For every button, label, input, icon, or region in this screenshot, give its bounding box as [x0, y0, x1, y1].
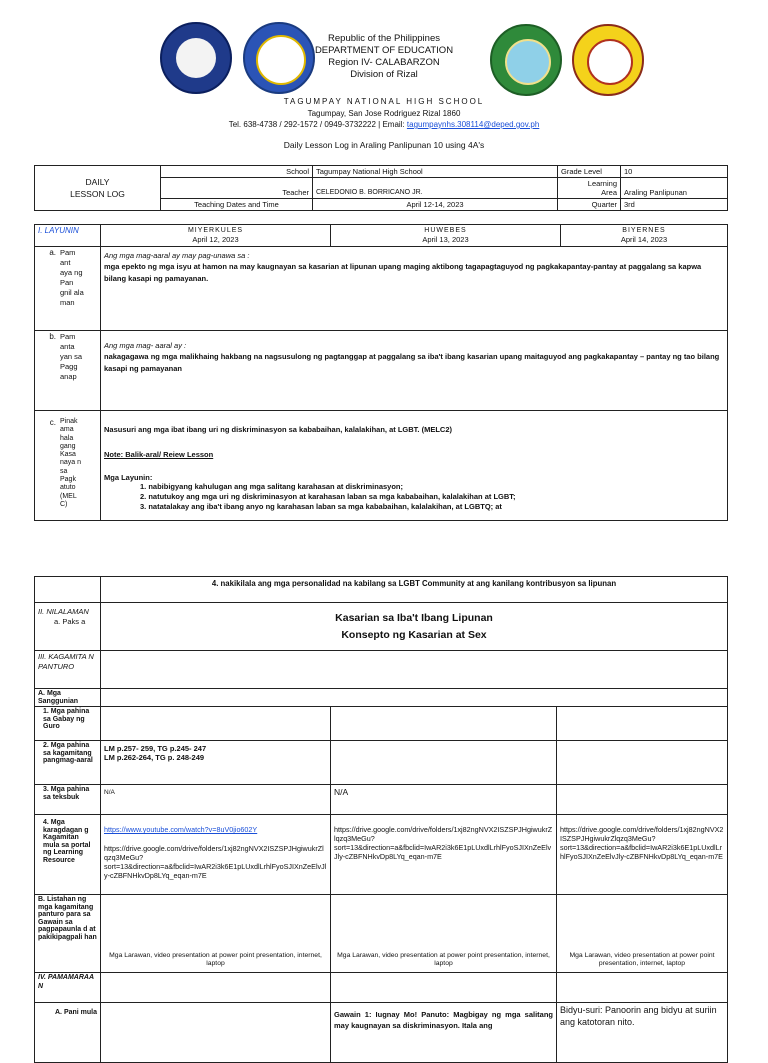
melc-content [101, 411, 728, 521]
panimula-day1 [101, 1003, 331, 1063]
materials-day3: Mga Larawan, video presentation at power point presentation, internet, laptop [557, 895, 728, 973]
listahan-label: B. Listahan ng mga kagamitang panturo para sa Gawain sa pagpapaunla d at pakikipagpali han [35, 895, 101, 973]
karagdagan-day2 [331, 815, 557, 895]
mga-layunin-heading: Mga Layunin: [104, 473, 153, 482]
materials-day1: Mga Larawan, video presentation at power point presentation, internet, laptop [101, 895, 331, 973]
pamantayang-pangnilalaman-content: Ang mga mag-aaral ay may pag-unawa sa : mga epekto ng mga isyu at hamon na may kaugnayan sa kasarian at lipunan upang maging aktibong tagapagtaguyod ng pagkakapantay-pantay at paggalang sa kapwa bilang kasapi ng pamayanan. [101, 247, 728, 331]
drive-link-day2[interactable]: https://drive.google.com/drive/folders/1xj82ngNVX2ISZSPJHgiwukrZlqzq3MeGu?sort=13&direction=a&fbclid=IwAR2i3k6E1pLUxdlLrhlFyoSJIXnZeElvJly-cZBFNHkvDp8LYq_eqan-m7E [334, 825, 553, 861]
kagamitang-pangmag-aaral-day2 [331, 741, 557, 785]
kagamitang-pangmag-aaral-label: 2. Mga pahina sa kagamitang pangmag-aaral [35, 741, 101, 785]
pamamaraan-label: IV. PAMAMARAA N [35, 973, 101, 1003]
pamantayang-pangnilalaman-label: a. Pam ant aya ng Pan gnil ala man [35, 247, 101, 331]
panimula-day2: Gawain 1: Iugnay Mo! Panuto: Magbigay ng mga salitang may kaugnayan sa diskriminasyon. Itala ang [331, 1003, 557, 1063]
gabay-guro-label: 1. Mga pahina sa Gabay ng Guro [35, 707, 101, 741]
learning-area-value: Araling Panlipunan [621, 178, 728, 199]
day-header-2: HUWEBES April 13, 2023 [331, 225, 561, 247]
header-republic: Republic of the Philippines [328, 33, 440, 44]
objective-1: 1. nabibigyang kahulugan ang mga salitang karahasan at diskriminasyon; [140, 482, 403, 491]
gabay-guro-day1 [101, 707, 331, 741]
karagdagan-day1 [101, 815, 331, 895]
objective-4: 4. nakikilala ang mga personalidad na kabilang sa LGBT Community at ang kanilang kontribusyon sa lipunan [101, 577, 728, 603]
kagamitang-pangmag-aaral-day3 [557, 741, 728, 785]
pamantayan-sa-pagganap-content: Ang mga mag- aaral ay : nakagagawa ng mga malikhaing hakbang na nagsusulong ng pagtanggap at paggalang sa iba't ibang kasarian upang maitaguyod ang pagkakapantay – pantay ng tao bilang kasapi ng pamayanan [101, 331, 728, 411]
layunin-table [34, 224, 728, 521]
teksbuk-label: 3. Mga pahina sa teksbuk [35, 785, 101, 815]
document-title: Daily Lesson Log in Araling Panlipunan 10 using 4A's [283, 140, 485, 150]
topic-title-2: Konsepto ng Kasarian at Sex [341, 628, 487, 641]
day-header-1: MIYERKULES April 12, 2023 [101, 225, 331, 247]
teksbuk-day3 [557, 785, 728, 815]
objective-2: 2. natutukoy ang mga uri ng diskriminasyon at karahasan laban sa mga kababaihan, kalalakihan at LGBT; [140, 492, 516, 501]
kagamitang-pangmag-aaral-day1: LM p.257- 259, TG p.245- 247 LM p.262-264, TG p. 248-249 [101, 741, 331, 785]
grade-level-label: Grade Level [558, 166, 621, 178]
teksbuk-day1: N/A [101, 785, 331, 815]
topic-title-1: Kasarian sa Iba't Ibang Lipunan [335, 611, 493, 624]
review-note: Note: Balik-aral/ Reiew Lesson [104, 450, 214, 459]
karagdagan-label: 4. Mga karagdagan g Kagamitan mula sa portal ng Learning Resource [35, 815, 101, 895]
daily-lesson-log-label: DAILY LESSON LOG [35, 166, 161, 211]
nilalaman-label: II. NILALAMAN a. Paks a [35, 603, 101, 651]
header-region: Region IV- CALABARZON [328, 57, 440, 68]
teacher-value: CELEDONIO B. BORRICANO JR. [313, 178, 558, 199]
panimula-label: A. Pani mula [35, 1003, 101, 1063]
blank-label-cell [35, 577, 101, 603]
info-table [34, 165, 728, 211]
header-address: Tagumpay, San Jose Rodriguez Rizal 1860 [307, 109, 461, 118]
quarter-value: 3rd [621, 199, 728, 211]
header-deped: DEPARTMENT OF EDUCATION [314, 45, 454, 56]
teksbuk-day2: N/A [331, 785, 557, 815]
drive-link-day3[interactable]: https://drive.google.com/drive/folders/1xj82ngNVX2ISZSPJHgiwukrZlqzq3MeGu?sort=13&direction=a&fbclid=IwAR2i3k6E1pLUxdlLrhlFyoSJIXnZeElvJly-cZBFNHkvDp8LYq_eqan-m7E [560, 825, 724, 861]
materials-day2: Mga Larawan, video presentation at power point presentation, internet, laptop [331, 895, 557, 973]
school-label: School [161, 166, 313, 178]
objective-3: 3. natatalakay ang iba't ibang anyo ng karahasan laban sa mga kababaihan, kalalakihan, at LGBTQ; at [140, 502, 502, 511]
header-contact-text: Tel. 638-4738 / 292-1572 / 0949-3732222 | Email: [228, 120, 407, 129]
teaching-dates-value: April 12-14, 2023 [313, 199, 558, 211]
sanggunian-label: A. Mga Sanggunian [35, 689, 101, 707]
kagamitan-content [101, 651, 728, 689]
lesson-table-page2 [34, 576, 728, 1063]
pamamaraan-day2 [331, 973, 557, 1003]
header-school-name: TAGUMPAY NATIONAL HIGH SCHOOL [283, 97, 485, 106]
header-contact [0, 119, 768, 130]
header-division: Division of Rizal [350, 69, 418, 80]
layunin-heading: I. LAYUNIN [35, 225, 101, 247]
day-header-3: BIYERNES April 14, 2023 [561, 225, 728, 247]
gabay-guro-day2 [331, 707, 557, 741]
drive-link-day1[interactable]: https://drive.google.com/drive/folders/1xj82ngNVX2ISZSPJHgiwukrZlqzq3MeGu?sort=13&direction=a&fbclid=IwAR2i3k6E1pLUxdlLrhlFyoSJIXnZeElvJly-cZBFNHkvDp8LYq_eqan-m7E [104, 844, 327, 880]
pamamaraan-day1 [101, 973, 331, 1003]
learning-area-label: Learning Area [558, 178, 621, 199]
youtube-link[interactable]: https://www.youtube.com/watch?v=8uV0jio602Y [104, 825, 258, 834]
topic-cell [101, 603, 728, 651]
karagdagan-day3 [557, 815, 728, 895]
pamantayan-sa-pagganap-label: b. Pam anta yan sa Pagg anap [35, 331, 101, 411]
grade-level-value: 10 [621, 166, 728, 178]
melc-text: Nasusuri ang mga ibat ibang uri ng diskriminasyon sa kababaihan, kalalakihan, at LGBT. (MELC2) [104, 425, 452, 434]
sanggunian-content [101, 689, 728, 707]
objectives-list [104, 482, 724, 512]
quarter-label: Quarter [558, 199, 621, 211]
gabay-guro-day3 [557, 707, 728, 741]
panimula-day3: Bidyu-suri: Panoorin ang bidyu at suriin ang katotoran nito. [557, 1003, 728, 1063]
teacher-label: Teacher [161, 178, 313, 199]
school-value: Tagumpay National High School [313, 166, 558, 178]
header-email-link[interactable]: tagumpaynhs.308114@deped.gov.ph [406, 120, 540, 129]
kagamitan-label: III. KAGAMITA N PANTURO [35, 651, 101, 689]
melc-label: c. Pinak ama hala gang Kasa naya n sa Pagk atuto (MEL C) [35, 411, 101, 521]
pamamaraan-day3 [557, 973, 728, 1003]
teaching-dates-label: Teaching Dates and Time [161, 199, 313, 211]
